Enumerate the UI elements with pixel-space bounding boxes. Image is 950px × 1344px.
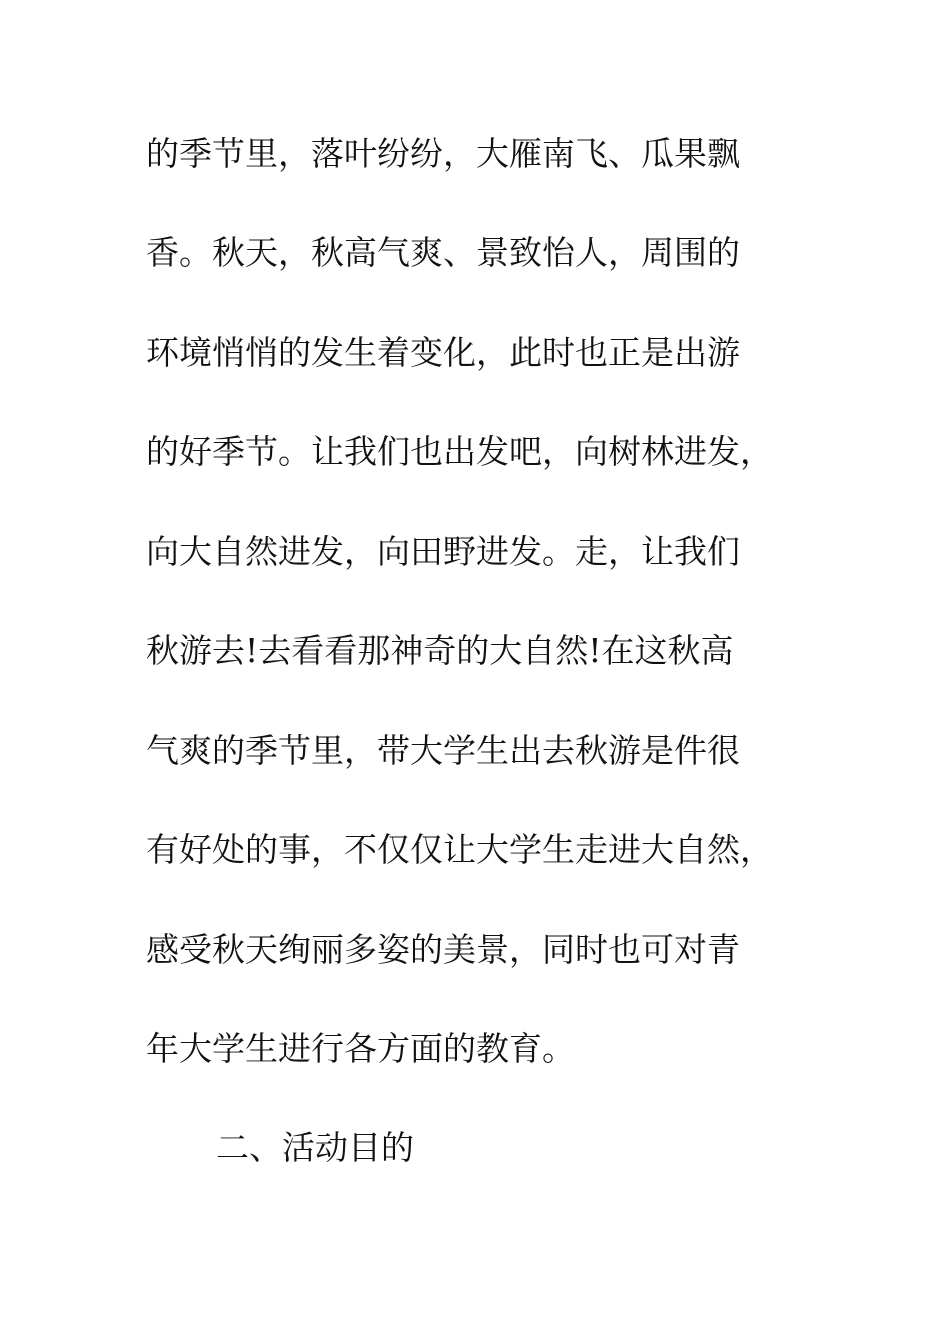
paragraph-line-6: 秋游去!去看看那神奇的大自然!在这秋高	[146, 631, 734, 670]
paragraph-line-8: 有好处的事，不仅仅让大学生走进大自然，	[146, 830, 773, 869]
paragraph-line-5: 向大自然进发，向田野进发。走，让我们	[146, 532, 740, 571]
paragraph-line-1: 的季节里，落叶纷纷，大雁南飞、瓜果飘	[146, 134, 740, 173]
paragraph-line-2: 香。秋天，秋高气爽、景致怡人，周围的	[146, 233, 740, 272]
section-heading: 二、活动目的	[216, 1128, 414, 1167]
paragraph-line-9: 感受秋天绚丽多姿的美景，同时也可对青	[146, 930, 740, 969]
paragraph-line-7: 气爽的季节里，带大学生出去秋游是件很	[146, 731, 740, 770]
paragraph-line-10: 年大学生进行各方面的教育。	[146, 1029, 575, 1068]
paragraph-line-4: 的好季节。让我们也出发吧，向树林进发，	[146, 432, 773, 471]
paragraph-line-3: 环境悄悄的发生着变化，此时也正是出游	[146, 333, 740, 372]
